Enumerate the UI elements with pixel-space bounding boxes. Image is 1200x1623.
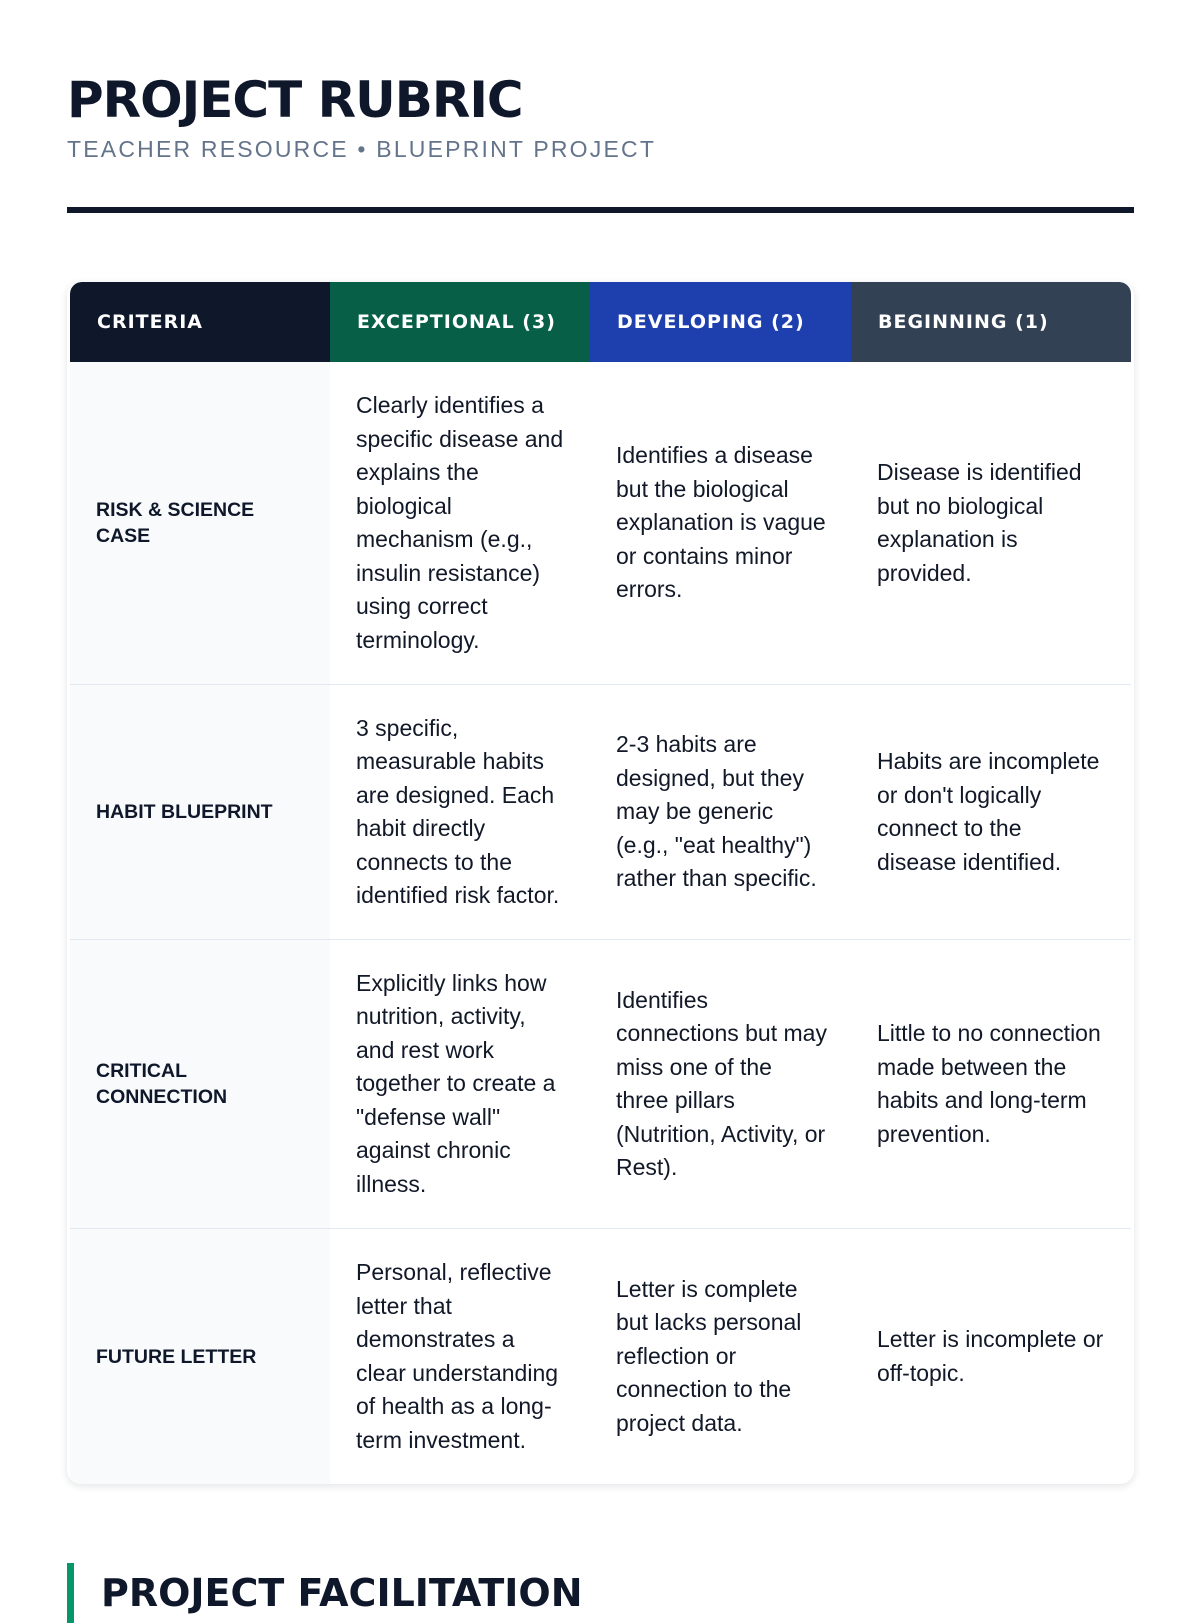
developing-cell: Letter is complete but lacks personal reflection or connection to the project data. xyxy=(616,1275,802,1436)
criteria-cell: CRITICAL CONNECTION xyxy=(70,940,330,1229)
exceptional-cell: 3 specific, measurable habits are designed. Each habit directly connects to the identified risk factor. xyxy=(330,685,590,940)
developing-cell: Identifies a disease but the biological explanation is vague or contains minor errors. xyxy=(590,362,851,685)
table-row xyxy=(70,1229,1131,1485)
page-title: PROJECT RUBRIC xyxy=(67,71,523,129)
criteria-cell: HABIT BLUEPRINT xyxy=(70,685,330,940)
rubric-header-row xyxy=(70,282,1131,362)
column-header-beginning: BEGINNING (1) xyxy=(851,282,1131,362)
page-subtitle: TEACHER RESOURCE • BLUEPRINT PROJECT xyxy=(67,136,657,162)
exceptional-cell: Explicitly links how nutrition, activity, and rest work together to create a "defense wall" against chronic illness. xyxy=(330,940,590,1229)
beginning-cell: Disease is identified but no biological explanation is provided. xyxy=(851,362,1131,685)
beginning-cell: Letter is incomplete or off-topic. xyxy=(877,1326,1104,1386)
table-row xyxy=(70,685,1131,940)
developing-cell: Identifies connections but may miss one of the three pillars (Nutrition, Activity, or Rest). xyxy=(590,940,851,1229)
rubric-table-card xyxy=(67,282,1134,1484)
column-header-exceptional: EXCEPTIONAL (3) xyxy=(330,282,590,362)
column-header-developing: DEVELOPING (2) xyxy=(590,282,851,362)
table-row xyxy=(70,362,1131,685)
rubric-table xyxy=(70,282,1131,1484)
beginning-cell: Habits are incomplete or don't logically connect to the disease identified. xyxy=(851,685,1131,940)
exceptional-cell: Personal, reflective letter that demonstrates a clear understanding of health as a long-term investment. xyxy=(356,1259,559,1453)
criteria-cell: FUTURE LETTER xyxy=(70,1229,330,1485)
criteria-cell: RISK & SCIENCE CASE xyxy=(70,362,330,685)
header-divider xyxy=(67,207,1134,213)
column-header-criteria: CRITERIA xyxy=(70,282,330,362)
developing-cell: 2-3 habits are designed, but they may be generic (e.g., "eat healthy") rather than specific. xyxy=(590,685,851,940)
table-row xyxy=(70,940,1131,1229)
beginning-cell: Little to no connection made between the habits and long-term prevention. xyxy=(851,940,1131,1229)
section-heading-facilitation: PROJECT FACILITATION xyxy=(67,1563,583,1623)
exceptional-cell: Clearly identifies a specific disease and explains the biological mechanism (e.g., insulin resistance) using correct terminology. xyxy=(330,362,590,685)
